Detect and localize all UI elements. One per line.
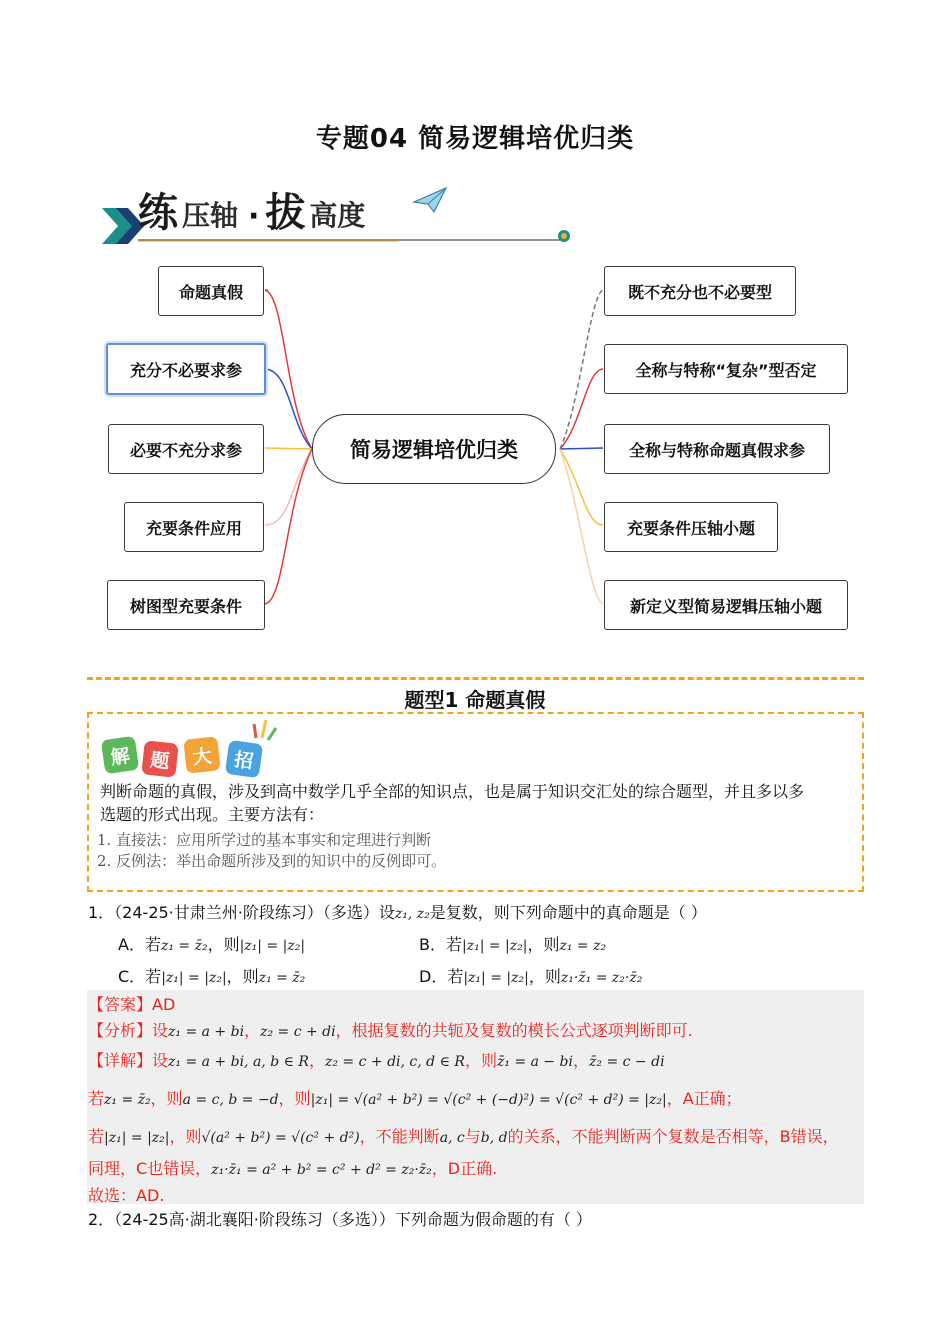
mindmap-node-left-3[interactable]: 必要不充分求参	[108, 424, 264, 474]
question-1-stem	[88, 900, 707, 923]
detail-c-post: ，D正确.	[431, 1159, 498, 1178]
detail-then: ，则	[464, 1051, 497, 1070]
option-a[interactable]	[118, 932, 305, 955]
detail-c-pre: 同理，C也错误，	[88, 1159, 212, 1178]
detail-a-math-3: |z₁| = √(a² + b²) = √(c² + (−d)²) = √(c² + d²) = |z₂|	[310, 1092, 667, 1108]
mindmap-node-left-4[interactable]: 充要条件应用	[124, 502, 264, 552]
analysis-line	[88, 1018, 693, 1041]
banner-title	[138, 178, 369, 238]
banner-char-ba: 拔	[265, 189, 306, 236]
option-d-mid: ，则	[528, 967, 561, 986]
mindmap-node-right-5[interactable]: 新定义型简易逻辑压轴小题	[604, 580, 848, 630]
option-b-math-2: z₁ = z₂	[559, 938, 607, 954]
detail-b-math-1: |z₁| = |z₂|	[104, 1130, 170, 1146]
detail-b-mid: ，则	[169, 1127, 202, 1146]
option-d-pre: D．若	[419, 967, 464, 986]
banner-dot: ·	[248, 199, 260, 234]
detail-b-math-2: √(a² + b²) = √(c² + d²)	[201, 1130, 360, 1146]
detail-line-1	[88, 1048, 665, 1071]
final-answer: 故选：AD.	[88, 1186, 165, 1205]
detail-a-pre: 若	[88, 1089, 105, 1108]
option-c-pre: C．若	[118, 967, 162, 986]
question-1-stem-b: 是复数，则下列命题中的真命题是（ ）	[429, 903, 707, 922]
analysis-pre: 【分析】设	[88, 1021, 169, 1040]
detail-line-b	[88, 1124, 839, 1147]
detail-sep: ，	[308, 1051, 325, 1070]
option-b-math-1: |z₁| = |z₂|	[461, 938, 528, 954]
mindmap-node-right-2[interactable]: 全称与特称“复杂”型否定	[604, 344, 848, 394]
sparkle-icon	[250, 716, 280, 742]
detail-pre: 【详解】设	[88, 1051, 169, 1070]
tips-method-2: 2. 反例法：举出命题所涉及到的知识中的反例即可。	[97, 852, 447, 870]
detail-b-math-4: b, d	[480, 1130, 508, 1146]
detail-sep-2: ，	[573, 1051, 590, 1070]
option-d-math-2: z₁·z̄₁ = z₂·z̄₂	[560, 970, 643, 986]
page-title: 专题04 简易逻辑培优归类	[315, 124, 635, 154]
question-1-stem-math: z₁, z₂	[394, 906, 430, 922]
detail-math-4: z̄₂ = c − di	[589, 1054, 665, 1070]
tips-line-2: 选题的形式出现。主要方法有：	[100, 805, 325, 824]
tips-method-1: 1. 直接法：应用所学过的基本事实和定理进行判断	[97, 831, 432, 849]
detail-a-mid: ，则	[150, 1089, 183, 1108]
answer-label: 【答案】AD	[88, 995, 176, 1014]
tips-text	[100, 780, 860, 826]
detail-b-mid-3: 与	[464, 1127, 481, 1146]
analysis-sep: ，	[244, 1021, 261, 1040]
detail-math-1: z₁ = a + bi, a, b ∈ R	[168, 1054, 309, 1070]
banner-word-yazhou: 压轴	[182, 199, 239, 232]
badge-tile-4: 招	[225, 740, 263, 778]
question-2-stem: 2．（24-25高·湖北襄阳·阶段练习（多选））下列命题为假命题的有（ ）	[88, 1210, 592, 1229]
option-c-math-2: z₁ = z̄₂	[258, 970, 306, 986]
option-c-mid: ，则	[226, 967, 259, 986]
option-a-math-2: |z₁| = |z₂|	[239, 938, 306, 954]
banner-word-gaodu: 高度	[309, 199, 366, 232]
mindmap-center-node[interactable]: 简易逻辑培优归类	[312, 414, 556, 484]
detail-a-math-1: z₁ = z̄₂	[104, 1092, 151, 1108]
badge-tile-1: 解	[101, 736, 139, 774]
option-d-math-1: |z₁| = |z₂|	[463, 970, 529, 986]
tips-line-1: 判断命题的真假，涉及到高中数学几乎全部的知识点，也是属于知识交汇处的综合题型，并且多以多	[100, 782, 805, 801]
option-a-math-1: z₁ = z̄₂	[160, 938, 208, 954]
analysis-math-1: z₁ = a + bi	[168, 1024, 245, 1040]
detail-a-mid-2: ，则	[278, 1089, 311, 1108]
detail-b-pre: 若	[88, 1127, 105, 1146]
mindmap-node-right-4[interactable]: 充要条件压轴小题	[604, 502, 778, 552]
detail-b-math-3: a, c	[439, 1130, 465, 1146]
paper-plane-icon	[412, 186, 448, 214]
option-a-pre: A．若	[118, 935, 161, 954]
detail-math-2: z₂ = c + di, c, d ∈ R	[324, 1054, 465, 1070]
detail-b-mid-2: ，不能判断	[359, 1127, 440, 1146]
option-c[interactable]	[118, 964, 305, 987]
detail-line-c	[88, 1156, 497, 1179]
mindmap-node-left-1[interactable]: 命题真假	[158, 266, 264, 316]
option-b-mid: ，则	[527, 935, 560, 954]
section-title: 题型1 命题真假	[404, 688, 546, 712]
mindmap-node-left-5[interactable]: 树图型充要条件	[107, 580, 265, 630]
detail-a-math-2: a = c, b = −d	[182, 1092, 279, 1108]
mindmap-node-right-1[interactable]: 既不充分也不必要型	[604, 266, 796, 316]
mindmap-node-left-2[interactable]: 充分不必要求参	[106, 343, 266, 395]
option-d[interactable]	[419, 964, 642, 987]
section-divider	[87, 677, 864, 680]
detail-c-math-1: z₁·z̄₁ = a² + b² = c² + d² = z₂·z̄₂	[211, 1162, 432, 1178]
analysis-post: ，根据复数的共轭及复数的模长公式逐项判断即可.	[335, 1021, 693, 1040]
banner-char-lian: 练	[138, 189, 178, 236]
badge-tile-2: 题	[141, 740, 178, 777]
option-c-math-1: |z₁| = |z₂|	[161, 970, 227, 986]
badge-tile-3: 大	[183, 736, 220, 773]
detail-line-a	[88, 1086, 742, 1109]
analysis-math-2: z₂ = c + di	[260, 1024, 336, 1040]
option-b[interactable]	[419, 932, 606, 955]
detail-b-post: 的关系，不能判断两个复数是否相等，B错误，	[507, 1127, 839, 1146]
option-b-pre: B．若	[419, 935, 462, 954]
detail-math-3: z̄₁ = a − bi	[496, 1054, 573, 1070]
option-a-mid: ，则	[207, 935, 240, 954]
question-1-stem-a: 1．（24-25·甘肃兰州·阶段练习）（多选）设	[88, 903, 395, 922]
mindmap-node-right-3[interactable]: 全称与特称命题真假求参	[604, 424, 830, 474]
detail-a-post: ，A正确；	[666, 1089, 742, 1108]
